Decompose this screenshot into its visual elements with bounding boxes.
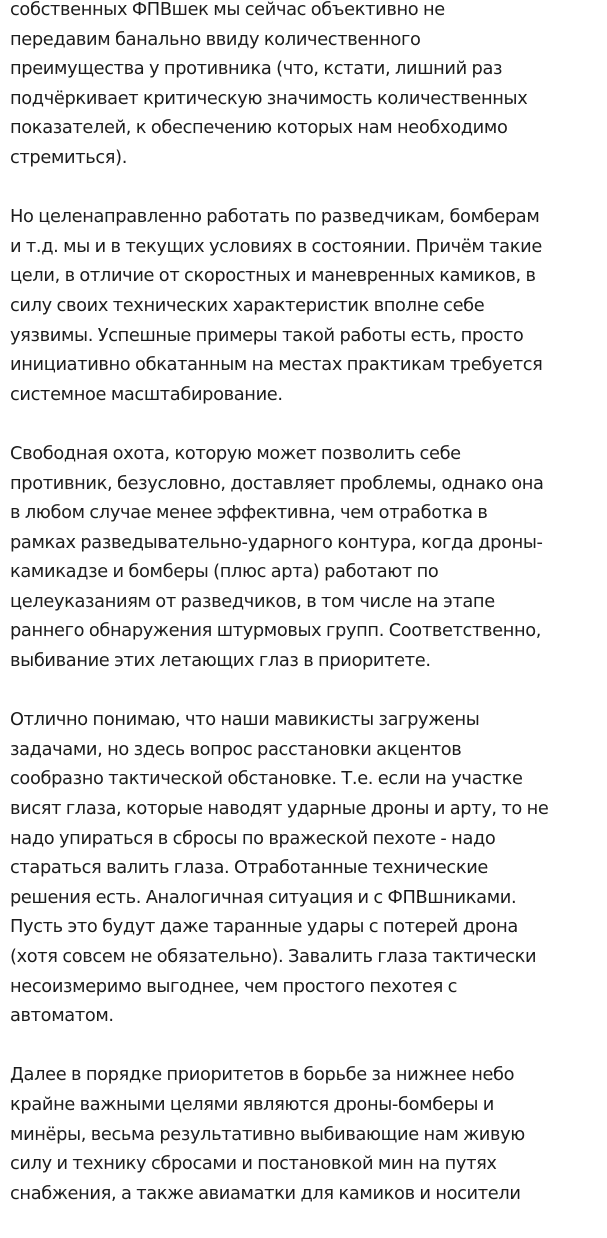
paragraph-4: Отлично понимаю, что наши мавикисты загружены задачами, но здесь вопрос расстановки акцентов сообразно тактической обстановке. Т.е. если на участке висят глаза, которые наводят ударные дроны и арту, то не надо упираться в сбросы по вражеской пехоте - надо стараться валить глаза. Отработанные технические решения есть. Аналогичная ситуация и с ФПВшниками. Пусть это будут даже таранные удары с потерей дрона (хотя совсем не обязательно). Завалить глаза тактически несоизмеримо выгоднее, чем простого пехотея с автоматом. xyxy=(10,709,549,1027)
paragraph-5: Далее в порядке приоритетов в борьбе за нижнее небо крайне важными целями являются дроны-бомберы и минёры, весьма результативно выбивающие нам живую силу и технику сбросами и постановкой мин на путях снабжения, а также авиаматки для камиков и носители xyxy=(10,1064,525,1204)
post-text xyxy=(10,0,607,1238)
paragraph-1: собственных ФПВшек мы сейчас объективно не передавим банально ввиду количественного преимущества у противника (что, кстати, лишний раз подчёркивает критическую значимость количественных показателей, к обеспечению которых нам необходимо стремиться). xyxy=(10,0,528,168)
paragraph-3: Свободная охота, которую может позволить себе противник, безусловно, доставляет проблемы, однако она в любом случае менее эффективна, чем отработка в рамках разведывательно-ударного контура, когда дроны- камикадзе и бомберы (плюс арта) работают по целеуказаниям от разведчиков, в том числе на этапе раннего обнаружения штурмовых групп. Соответственно, выбивание этих летающих глаз в приоритете. xyxy=(10,442,544,672)
paragraph-2: Но целенаправленно работать по разведчикам, бомберам и т.д. мы и в текущих условиях в состоянии. Причём такие цели, в отличие от скоростных и маневренных камиков, в силу своих технических характеристик вполне себе уязвимы. Успешные примеры такой работы есть, просто инициативно обкатанным на местах практикам требуется системное масштабирование. xyxy=(10,206,543,405)
